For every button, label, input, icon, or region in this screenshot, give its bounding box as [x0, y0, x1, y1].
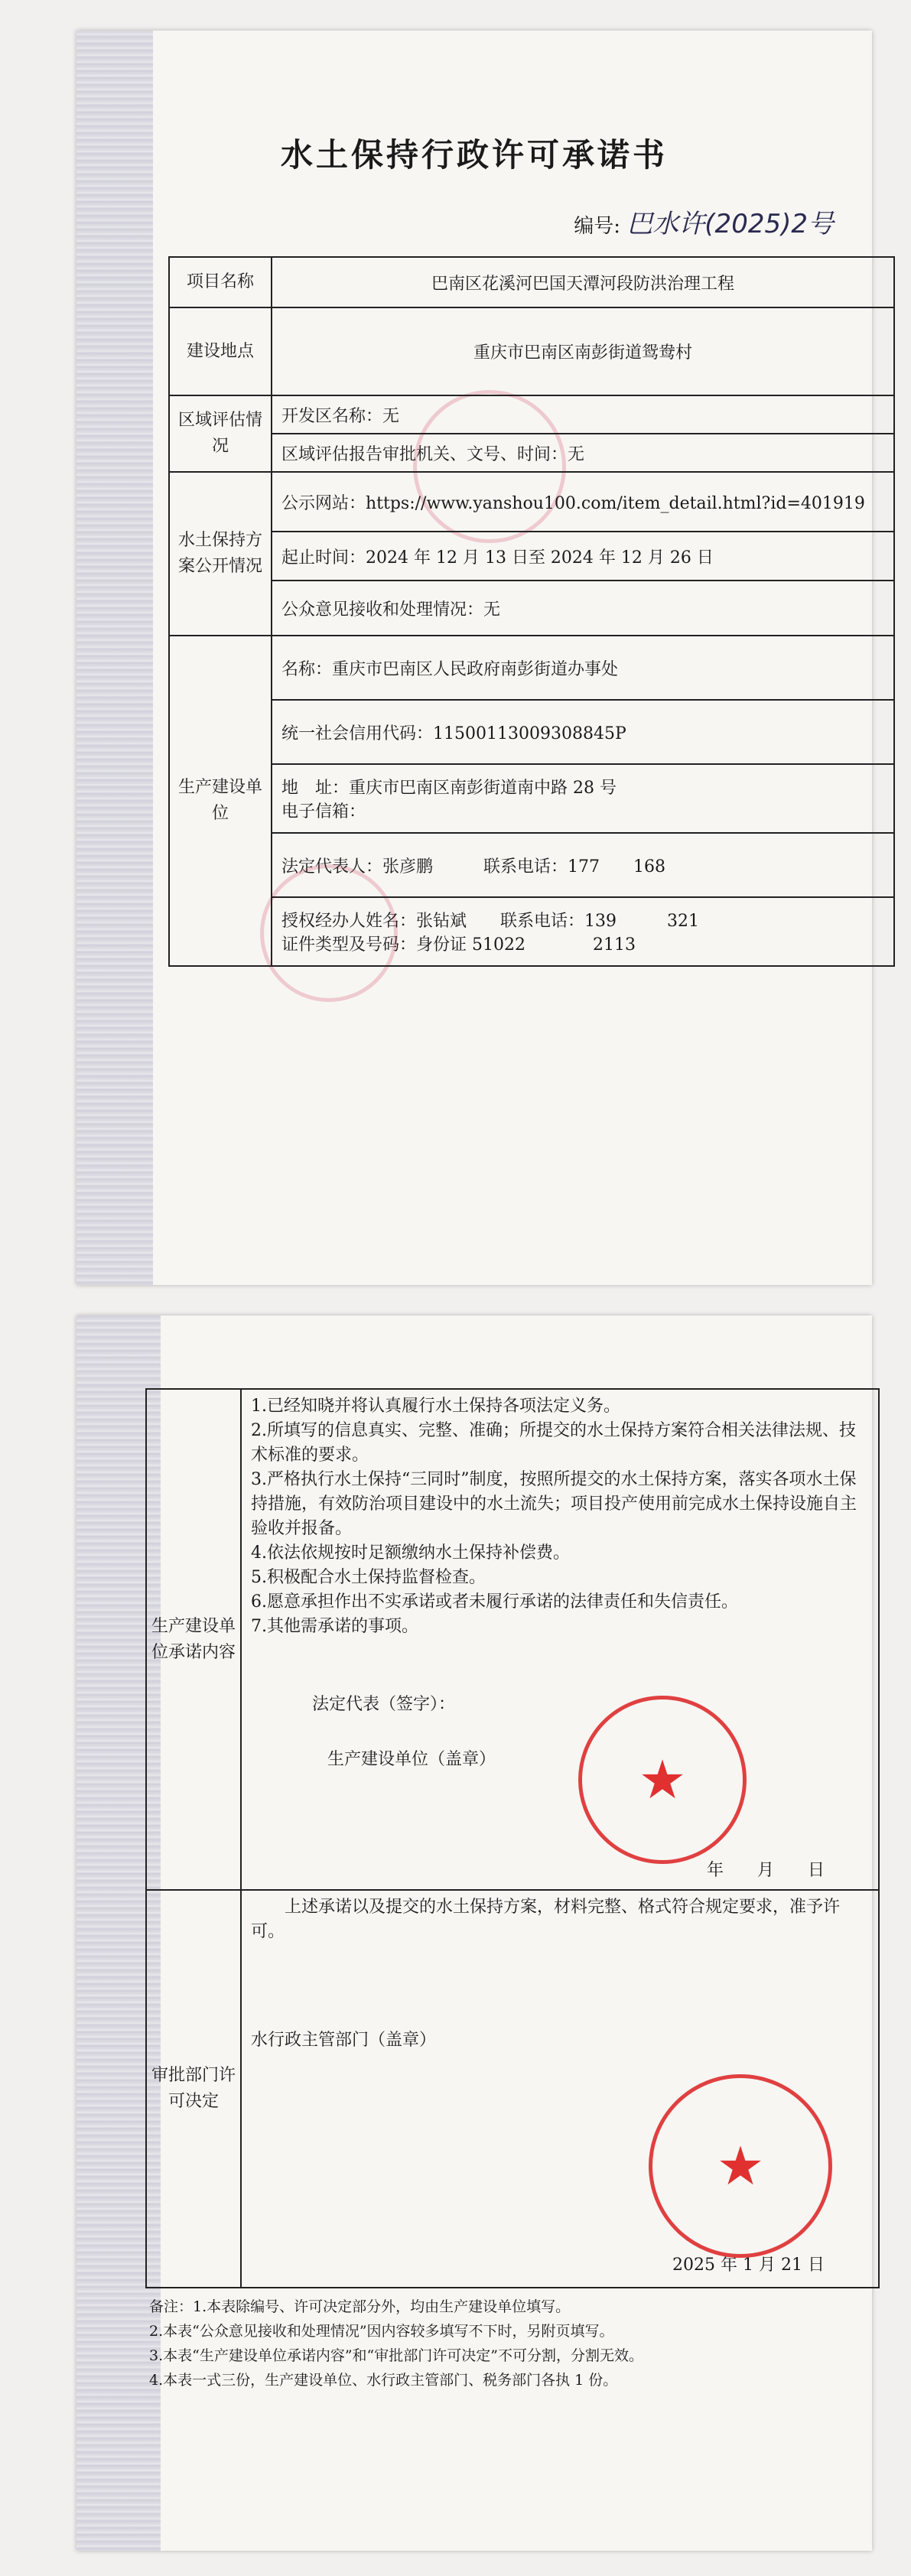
promise-item: 3.严格执行水土保持“三同时”制度，按照所提交的水土保持方案，落实各项水土保持措施，有效防治项目建设中的水土流失；项目投产使用前完成水土保持设施自主验收并报备。 [251, 1470, 857, 1538]
document-number [574, 203, 834, 240]
promise-item: 2.所填写的信息真实、完整、准确；所提交的水土保持方案符合相关法律法规、技术标准的要求。 [251, 1421, 856, 1465]
legal-representative: 法定代表人：张彦鹏 联系电话：177 168 [272, 833, 894, 897]
project-name-label: 项目名称 [169, 257, 272, 307]
project-name: 巴南区花溪河巴国天潭河段防洪治理工程 [272, 257, 894, 307]
page-1 [76, 31, 872, 1285]
disclosure-label: 水土保持方案公开情况 [169, 472, 272, 636]
approval-text: 上述承诺以及提交的水土保持方案，材料完整、格式符合规定要求，准予许可。 [251, 1898, 841, 1941]
unit-seal-line: 生产建设单位（盖章） [327, 1750, 496, 1769]
promise-item: 6.愿意承担作出不实承诺或者未履行承诺的法律责任和失信责任。 [251, 1592, 738, 1612]
promise-item: 7.其他需承诺的事项。 [251, 1617, 418, 1636]
approval-content [241, 1890, 879, 2288]
location: 重庆市巴南区南彭街道鸳鸯村 [272, 307, 894, 395]
regional-label: 区域评估情况 [169, 395, 272, 472]
approval-date: 2025 年 1 月 21 日 [672, 2256, 825, 2275]
unit-email: 电子信箱： [281, 802, 366, 821]
regional-report: 区域评估报告审批机关、文号、时间：无 [272, 434, 894, 472]
promise-table [145, 1388, 880, 2288]
document-title: 水土保持行政许可承诺书 [280, 136, 668, 174]
note-line: 4.本表一式三份，生产建设单位、水行政主管部门、税务部门各执 1 份。 [149, 2372, 618, 2389]
agent-id: 证件类型及号码：身份证 51022 2113 [281, 935, 636, 955]
binding-edge [76, 31, 153, 1285]
seal-star-icon: ★ [716, 2135, 765, 2197]
promise-date: 年 月 日 [706, 1861, 825, 1880]
location-label: 建设地点 [169, 307, 272, 395]
credit-code: 统一社会信用代码：11500113009308845P [272, 700, 894, 764]
promise-item: 4.依法依规按时足额缴纳水土保持补偿费。 [251, 1543, 570, 1563]
promise-content [241, 1389, 879, 1890]
note-line: 3.本表“生产建设单位承诺内容”和“审批部门许可决定”不可分割，分割无效。 [149, 2347, 643, 2364]
unit-label: 生产建设单位 [169, 636, 272, 966]
disclosure-feedback: 公众意见接收和处理情况：无 [272, 581, 894, 636]
doc-no-handwritten: 巴水许(2025)2号 [626, 209, 834, 239]
notes [149, 2295, 876, 2392]
agent-info: 授权经办人姓名：张钻斌 联系电话：139 321 [281, 912, 699, 931]
approval-label: 审批部门许可决定 [146, 1890, 241, 2288]
promise-item: 1.已经知晓并将认真履行水土保持各项法定义务。 [251, 1397, 620, 1416]
promise-item: 5.积极配合水土保持监督检查。 [251, 1568, 486, 1587]
water-dept-seal [649, 2074, 832, 2258]
unit-official-seal [578, 1696, 747, 1864]
note-line: 2.本表“公众意见接收和处理情况”因内容较多填写不下时，另附页填写。 [149, 2323, 614, 2340]
page-2 [76, 1316, 872, 2551]
agent-cell [272, 897, 894, 966]
unit-name: 名称：重庆市巴南区人民政府南彭街道办事处 [272, 636, 894, 700]
address-cell [272, 764, 894, 833]
promise-label: 生产建设单位承诺内容 [146, 1389, 241, 1890]
disclosure-period: 起止时间：2024 年 12 月 13 日至 2024 年 12 月 26 日 [272, 532, 894, 581]
unit-address: 地 址：重庆市巴南区南彭街道南中路 28 号 [281, 779, 617, 798]
approval-dept: 水行政主管部门（盖章） [251, 2031, 437, 2050]
note-line: 备注：1.本表除编号、许可决定部分外，均由生产建设单位填写。 [149, 2298, 571, 2315]
doc-no-label: 编号: [574, 215, 621, 238]
legal-sign: 法定代表（签字）： [312, 1695, 456, 1714]
application-table [168, 256, 895, 967]
disclosure-website: 公示网站：https://www.yanshou100.com/item_detail.html?id=401919 [272, 472, 894, 532]
seal-star-icon: ★ [638, 1748, 687, 1811]
zone-name: 开发区名称：无 [272, 395, 894, 434]
